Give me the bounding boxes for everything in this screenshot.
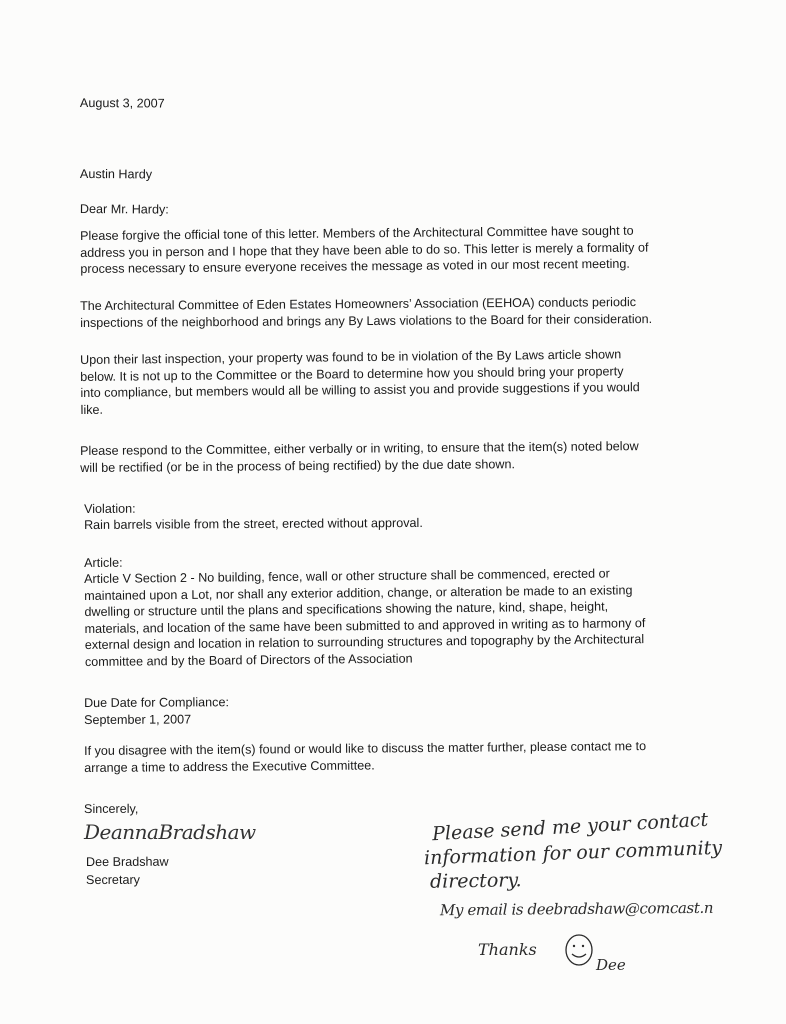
handwritten-note-email: My email is deebradshaw@comcast.n <box>439 898 714 920</box>
paragraph-respond: Please respond to the Committee, either verbally or in writing, to ensure that the item(s) noted below will be rectified (or be in the process of being rectified) by the due date shown. <box>80 439 639 475</box>
due-date: September 1, 2007 <box>84 712 192 727</box>
closing: Sincerely, <box>84 801 139 816</box>
handwritten-note-dee: Dee <box>596 956 626 974</box>
handwritten-note-thanks: Thanks <box>478 940 537 959</box>
letter-date: August 3, 2007 <box>79 95 165 111</box>
article-text: Article V Section 2 - No building, fence, wall or other structure shall be commenced, erected or maintained upon a Lot, nor shall any exterior addition, change, or alteration be made to an existing dwelling or structure until the plans and specifications showing the nature, kind, shape, height, materials, and location of the same have been submitted to and approved in writing as to harmony of external design and location in relation to surrounding structures and topography by the Architectural committee and by the Board of Directors of the Association <box>84 566 646 669</box>
handwritten-note-line-1: Please send me your contact <box>431 808 709 846</box>
violation-label: Violation: <box>84 501 136 516</box>
signature: DeannaBradshaw <box>84 820 256 844</box>
article-label: Article: <box>84 555 123 570</box>
handwritten-note-line-2: information for our community <box>423 836 723 870</box>
salutation: Dear Mr. Hardy: <box>79 201 169 217</box>
signer-title: Secretary <box>86 872 140 887</box>
signer-name: Dee Bradshaw <box>86 854 169 869</box>
paragraph-intro: Please forgive the official tone of this letter. Members of the Architectural Committee have sought to address you in person and I hope that they have been able to do so. This letter is merely a formality of process necessary to ensure everyone receives the message as voted in our most recent meeting. <box>80 223 649 276</box>
due-date-label: Due Date for Compliance: <box>84 695 229 710</box>
paragraph-violation-notice: Upon their last inspection, your property was found to be in violation of the By Laws article shown below. It is not up to the Committee or the Board to determine how you should bring your property into compliance, but members would all be willing to assist you and provide suggestions if you would like. <box>80 347 640 417</box>
violation-text: Rain barrels visible from the street, erected without approval. <box>84 515 423 532</box>
paragraph-inspections: The Architectural Committee of Eden Estates Homeowners’ Association (EEHOA) conducts periodic inspections of the neighborhood and brings any By Laws violations to the Board for their consideration. <box>80 295 653 330</box>
paragraph-closing: If you disagree with the item(s) found or would like to discuss the matter further, please contact me to arrange a time to address the Executive Committee. <box>84 739 647 775</box>
recipient-name: Austin Hardy <box>79 166 153 182</box>
smiley-face-icon <box>563 933 595 967</box>
handwritten-note-line-3: directory. <box>429 869 522 893</box>
